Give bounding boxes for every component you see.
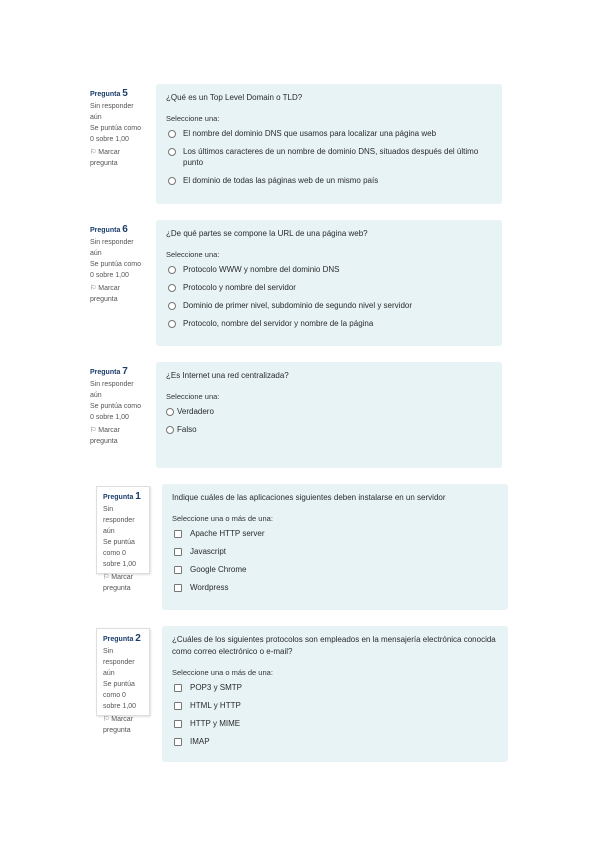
flag-question-link[interactable]: ⚐ Marcar pregunta: [90, 285, 121, 303]
flag-label: Marcar pregunta: [90, 149, 121, 167]
flag-question-link[interactable]: ⚐ Marcar pregunta: [90, 149, 121, 167]
option-label: Apache HTTP server: [190, 529, 265, 538]
radio-button[interactable]: [166, 426, 174, 434]
answer-prompt: Seleccione una o más de una:: [172, 514, 273, 523]
option-label: El dominio de todas las páginas web de un mismo país: [183, 176, 379, 185]
answer-option[interactable]: [172, 700, 498, 711]
question-number-label: Pregunta 7: [90, 366, 128, 377]
flag-label: Marcar pregunta: [103, 716, 134, 734]
answer-option[interactable]: [166, 175, 492, 186]
option-label: Javascript: [190, 547, 227, 556]
checkbox[interactable]: [174, 702, 182, 710]
answer-option[interactable]: [166, 300, 492, 311]
option-label: Protocolo WWW y nombre del dominio DNS: [183, 265, 340, 274]
checkbox[interactable]: [174, 684, 182, 692]
flag-question-link[interactable]: ⚐ Marcar pregunta: [90, 427, 121, 445]
option-label: Dominio de primer nivel, subdominio de segundo nivel y servidor: [183, 301, 413, 310]
question-text: ¿De qué partes se compone la URL de una página web?: [166, 229, 368, 238]
answer-option[interactable]: [166, 282, 492, 293]
question-info: [90, 88, 146, 169]
option-label: Verdadero: [177, 407, 214, 416]
answer-prompt: Seleccione una:: [166, 114, 220, 123]
question-content: [156, 362, 502, 468]
question-text: ¿Es Internet una red centralizada?: [166, 371, 289, 380]
flag-question-link[interactable]: ⚐ Marcar pregunta: [103, 574, 134, 592]
question-status: Sin responder aún: [90, 103, 134, 121]
question-status: Sin responder aún: [103, 648, 135, 677]
question-number: 6: [122, 224, 128, 235]
checkbox[interactable]: [174, 530, 182, 538]
answer-option[interactable]: [166, 406, 492, 417]
answer-option[interactable]: [172, 582, 498, 593]
answer-prompt: Seleccione una:: [166, 250, 220, 259]
option-label: El nombre del dominio DNS que usamos para localizar una página web: [183, 129, 437, 138]
question-points: Se puntúa como 0 sobre 1,00: [103, 681, 137, 710]
flag-label: Marcar pregunta: [90, 285, 121, 303]
option-label: Google Chrome: [190, 565, 247, 574]
question-content: [156, 84, 502, 204]
question-number-label: Pregunta 2: [103, 633, 141, 644]
answer-option[interactable]: [172, 682, 498, 693]
question-status: Sin responder aún: [90, 239, 134, 257]
flag-label: Marcar pregunta: [90, 427, 121, 445]
checkbox[interactable]: [174, 566, 182, 574]
radio-button[interactable]: [168, 320, 176, 328]
radio-button[interactable]: [166, 408, 174, 416]
answer-option[interactable]: [172, 564, 498, 575]
answer-prompt: Seleccione una:: [166, 392, 220, 401]
question-text: ¿Cuáles de los siguientes protocolos son empleados en la mensajería electrónica conocida como correo electrónico o e-mail?: [172, 635, 496, 656]
checkbox[interactable]: [174, 584, 182, 592]
option-label: HTTP y MIME: [190, 719, 241, 728]
question-info: [96, 486, 150, 592]
question-points: Se puntúa como 0 sobre 1,00: [103, 539, 137, 568]
question-number: 2: [135, 633, 141, 644]
radio-button[interactable]: [168, 284, 176, 292]
question-content: [156, 220, 502, 346]
option-label: HTML y HTTP: [190, 701, 241, 710]
question-status: Sin responder aún: [90, 381, 134, 399]
answer-option[interactable]: [172, 528, 498, 539]
question-text: ¿Qué es un Top Level Domain o TLD?: [166, 93, 303, 102]
answer-option[interactable]: [166, 128, 492, 139]
option-label: Los últimos caracteres de un nombre de dominio DNS, situados después del último punto: [183, 147, 479, 167]
option-label: POP3 y SMTP: [190, 683, 243, 692]
checkbox[interactable]: [174, 738, 182, 746]
question-status: Sin responder aún: [103, 506, 135, 535]
answer-option[interactable]: [172, 736, 498, 747]
option-label: Wordpress: [190, 583, 229, 592]
question-number-label: Pregunta 6: [90, 224, 128, 235]
answer-prompt: Seleccione una o más de una:: [172, 668, 273, 677]
question-points: Se puntúa como 0 sobre 1,00: [90, 403, 141, 421]
question-number: 7: [122, 366, 128, 377]
question-points: Se puntúa como 0 sobre 1,00: [90, 261, 141, 279]
flag-label: Marcar pregunta: [103, 574, 134, 592]
question-number-label: Pregunta 1: [103, 491, 141, 502]
question-content: [162, 484, 508, 610]
radio-button[interactable]: [168, 177, 176, 185]
question-number: 5: [122, 88, 128, 99]
answer-option[interactable]: [172, 718, 498, 729]
question-info: [90, 366, 146, 447]
answer-option[interactable]: [166, 264, 492, 275]
question-info: [96, 628, 150, 734]
answer-option[interactable]: [166, 424, 492, 435]
radio-button[interactable]: [168, 302, 176, 310]
option-label: Falso: [177, 425, 197, 434]
radio-button[interactable]: [168, 148, 176, 156]
question-text: Indique cuáles de las aplicaciones siguientes deben instalarse en un servidor: [172, 493, 446, 502]
flag-question-link[interactable]: ⚐ Marcar pregunta: [103, 716, 134, 734]
option-label: Protocolo, nombre del servidor y nombre de la página: [183, 319, 374, 328]
answer-option[interactable]: [166, 318, 492, 329]
question-content: [162, 626, 508, 762]
option-label: Protocolo y nombre del servidor: [183, 283, 296, 292]
checkbox[interactable]: [174, 548, 182, 556]
question-points: Se puntúa como 0 sobre 1,00: [90, 125, 141, 143]
answer-option[interactable]: [172, 546, 498, 557]
checkbox[interactable]: [174, 720, 182, 728]
radio-button[interactable]: [168, 266, 176, 274]
option-label: IMAP: [190, 737, 210, 746]
question-number: 1: [135, 491, 141, 502]
question-info: [90, 224, 146, 305]
question-number-label: Pregunta 5: [90, 88, 128, 99]
radio-button[interactable]: [168, 130, 176, 138]
answer-option[interactable]: [166, 146, 492, 168]
